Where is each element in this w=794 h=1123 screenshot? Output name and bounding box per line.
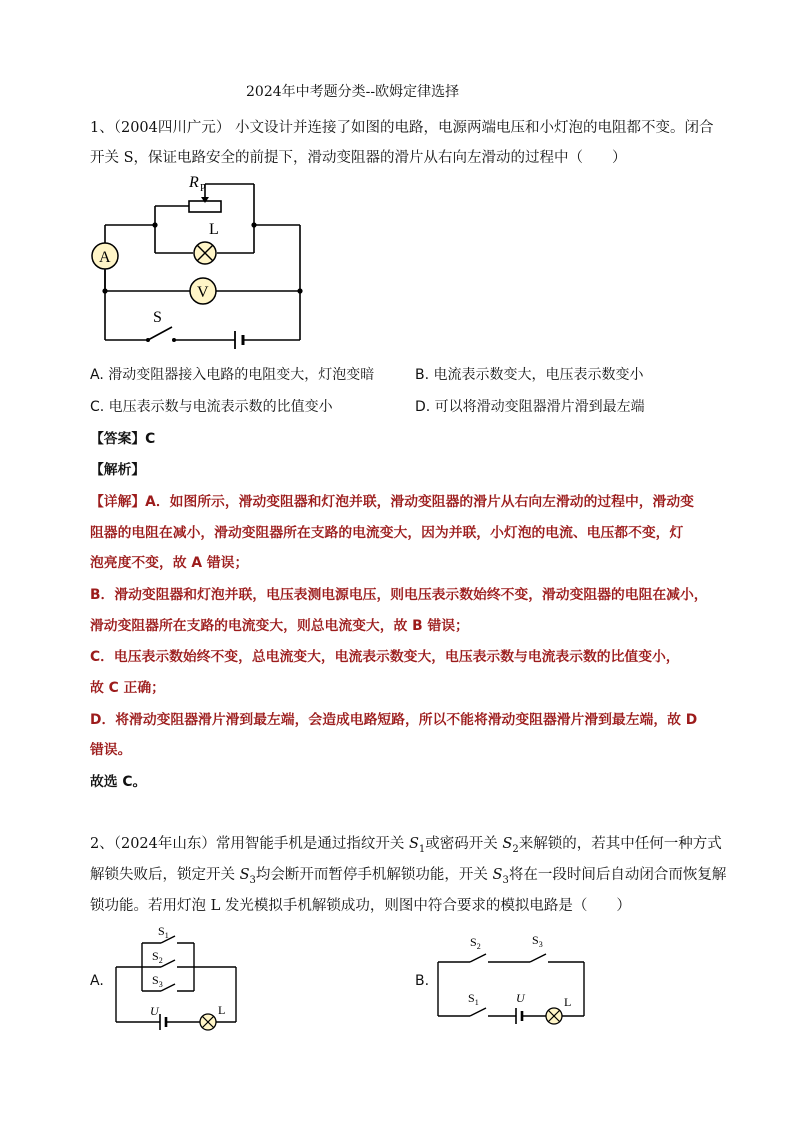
- q1-analysis-heading: 【解析】: [90, 462, 146, 478]
- svg-text:L: L: [218, 1003, 226, 1017]
- q1-detail-line: C．电压表示数始终不变，总电流变大，电流表示数变大，电压表示数与电流表示数的比值变小，: [90, 649, 680, 665]
- q1-option-c[interactable]: C. 电压表示数与电流表示数的比值变小: [90, 399, 333, 415]
- q2-option-b-label[interactable]: B.: [415, 973, 430, 989]
- q1-stem-line2: 开关 S，保证电路安全的前提下，滑动变阻器的滑片从右向左滑动的过程中（ ）: [90, 150, 627, 166]
- q1-detail-line: 阻器的电阻在减小，滑动变阻器所在支路的电流变大，因为并联，小灯泡的电流、电压都不变，灯: [90, 525, 684, 541]
- q1-detail-line: 泡亮度不变，故 A 错误；: [90, 555, 249, 571]
- q2-option-b-circuit[interactable]: [432, 930, 592, 1030]
- svg-text:U: U: [516, 991, 525, 1005]
- slider-arrow-icon: [201, 197, 209, 203]
- q1-detail-line: D．将滑动变阻器滑片滑到最左端，会造成电路短路，所以不能将滑动变阻器滑片滑到最左端，故 D: [90, 712, 698, 728]
- svg-text:S1: $S_1$: [468, 991, 479, 1007]
- ammeter-label: A: [99, 249, 111, 266]
- rheostat-label: R: [189, 174, 199, 191]
- q1-detail-line: 滑动变阻器所在支路的电流变大，则总电流变大，故 B 错误；: [90, 618, 469, 634]
- svg-text:L: L: [564, 995, 572, 1009]
- q1-option-d[interactable]: D. 可以将滑动变阻器滑片滑到最左端: [415, 399, 645, 415]
- svg-text:S1: $S_1$: [158, 924, 169, 940]
- q1-conclusion: 故选 C。: [90, 774, 147, 790]
- q2-option-a-label[interactable]: A.: [90, 973, 104, 989]
- svg-text:S2: $S_2$: [152, 949, 163, 965]
- svg-text:S2: $S_2$: [470, 935, 481, 951]
- q2-option-a-circuit[interactable]: [108, 922, 243, 1034]
- q1-detail-line: 【详解】A．如图所示，滑动变阻器和灯泡并联，滑动变阻器的滑片从右向左滑动的过程中，滑动变: [90, 494, 694, 510]
- q2-stem-line2: 解锁失败后，锁定开关 $S_3$均会断开而暂停手机解锁功能，开关 $S_3$将在一段时间后自动闭合而恢复解: [90, 867, 727, 886]
- voltmeter-label: V: [197, 284, 209, 301]
- q2-stem-line3: 锁功能。若用灯泡 L 发光模拟手机解锁成功，则图中符合要求的模拟电路是（ ）: [90, 898, 631, 914]
- rheostat-label-sub: P: [200, 183, 206, 194]
- q1-detail-line: 错误。: [90, 742, 132, 758]
- q2-stem-line1: 2、（2024年山东）常用智能手机是通过指纹开关 $S_1$或密码开关 $S_2$来解锁的，若其中任何一种方式: [90, 836, 722, 855]
- svg-text:U: U: [150, 1004, 159, 1018]
- q1-detail-line: 故 C 正确；: [90, 680, 165, 696]
- q1-option-a[interactable]: A. 滑动变阻器接入电路的电阻变大，灯泡变暗: [90, 367, 375, 383]
- svg-text:S3: $S_3$: [532, 933, 543, 949]
- q1-detail-line: B．滑动变阻器和灯泡并联，电压表测电源电压，则电压表示数始终不变，滑动变阻器的电阻在减小，: [90, 587, 708, 603]
- q1-circuit-diagram: [88, 170, 318, 355]
- switch-label: S: [153, 309, 162, 326]
- svg-text:S3: $S_3$: [152, 973, 163, 989]
- lamp-label: L: [209, 221, 219, 238]
- q1-stem-line1: 1、（2004四川广元） 小文设计并连接了如图的电路，电源两端电压和小灯泡的电阻都不变。闭合: [90, 120, 714, 136]
- page-title: 2024年中考题分类--欧姆定律选择: [246, 84, 460, 100]
- q1-answer: 【答案】C: [90, 431, 156, 447]
- q1-option-b[interactable]: B. 电流表示数变大，电压表示数变小: [415, 367, 644, 383]
